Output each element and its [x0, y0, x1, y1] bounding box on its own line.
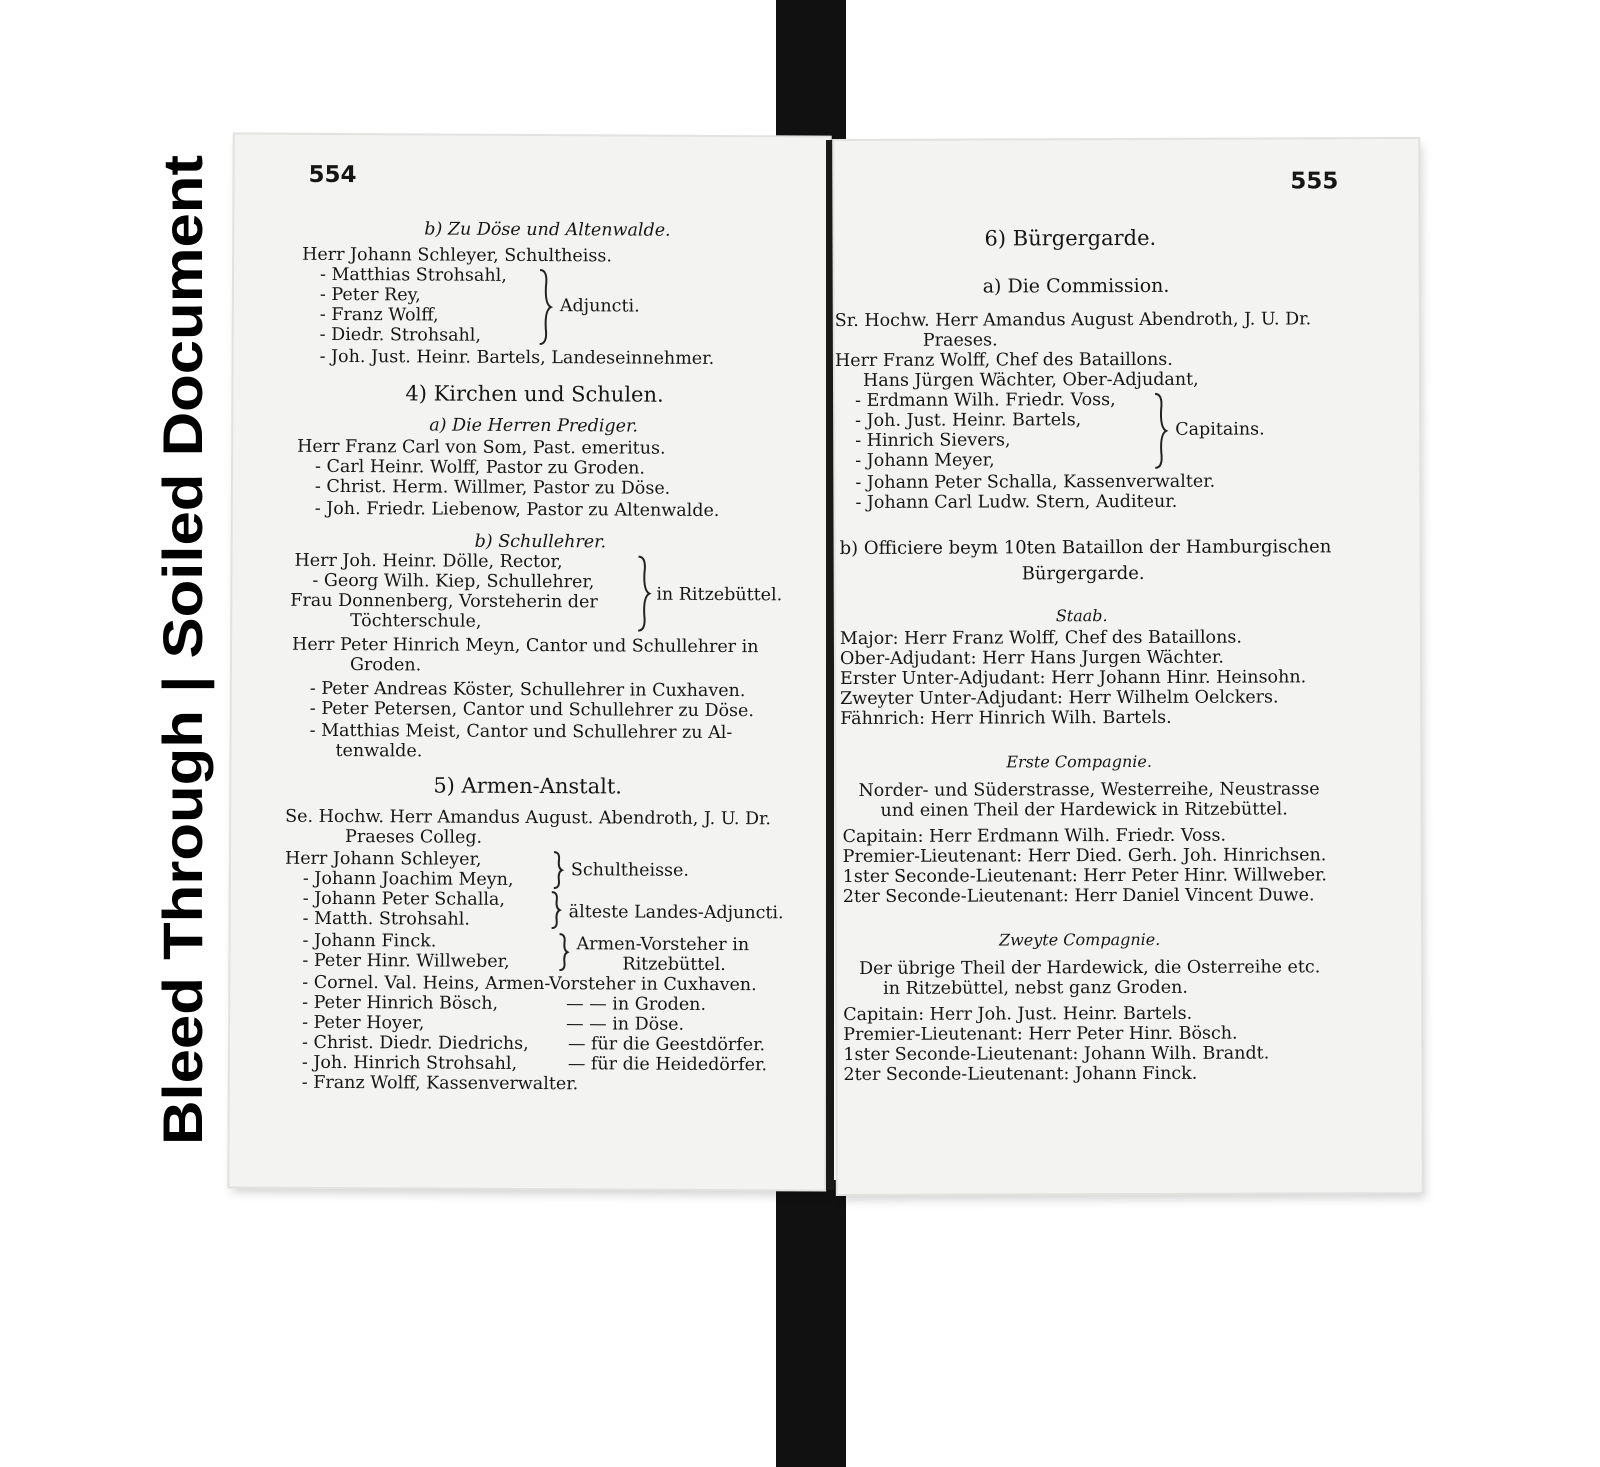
stamp-label: Bleed Through | Soiled Document — [151, 245, 214, 1145]
text-line: - Joh. Just. Heinr. Bartels, Landeseinnehmer. — [319, 346, 715, 369]
brace-icon — [536, 268, 554, 346]
text-line: - Erdmann Wilh. Friedr. Voss, — [855, 390, 1116, 411]
stamp-graphic — [150, 140, 220, 1160]
text-line: - Johann Carl Ludw. Stern, Auditeur. — [855, 491, 1178, 513]
page-number: 555 — [1290, 168, 1339, 195]
text-line: Capitain: Herr Joh. Just. Heinr. Bartels. — [843, 1003, 1193, 1025]
subheading: Staab. — [1055, 606, 1108, 626]
text-line: - Peter Andreas Köster, Schullehrer in Cuxhaven. — [309, 678, 746, 702]
text-line: 2ter Seconde-Lieutenant: Herr Daniel Vincent Duwe. — [842, 885, 1315, 907]
text-line: Erster Unter-Adjudant: Herr Johann Hinr. Heinsohn. — [840, 667, 1307, 690]
text-line: Capitains. — [1175, 419, 1265, 440]
heading-b: b) Zu Döse und Altenwalde. — [424, 219, 671, 241]
text-line: — für die Heidedörfer. — [567, 1054, 768, 1076]
brace-icon — [1151, 392, 1169, 470]
text-line: Töchterschule, — [350, 611, 482, 632]
text-line: - Franz Wolff, — [319, 304, 439, 326]
text-line: Ober-Adjudant: Herr Hans Jurgen Wächter. — [839, 647, 1224, 670]
brace-icon — [556, 932, 570, 972]
scanner-clip-bottom — [776, 1180, 846, 1467]
text-line: tenwalde. — [335, 740, 423, 762]
left-page — [229, 134, 830, 1189]
text-line: - Johann Joachim Meyn, — [302, 868, 514, 890]
scanner-clip-top — [776, 0, 846, 146]
section-heading: 5) Armen-Anstalt. — [433, 773, 623, 799]
text-line: - Christ. Herm. Willmer, Pastor zu Döse. — [314, 476, 671, 499]
text-line: Herr Johann Schleyer, — [284, 848, 482, 870]
text-line: - Peter Rey, — [319, 284, 421, 306]
right-page — [834, 139, 1422, 1194]
text-line: Fähnrich: Herr Hinrich Wilh. Bartels. — [840, 707, 1172, 730]
brace-icon — [634, 555, 652, 633]
text-line: - Joh. Friedr. Liebenow, Pastor zu Altenwalde. — [314, 498, 720, 521]
text-line: Herr Johann Schleyer, Schultheiss. — [302, 244, 612, 267]
text-line: - Carl Heinr. Wolff, Pastor zu Groden. — [314, 456, 646, 479]
text-line: - Peter Hinr. Willweber, — [302, 950, 510, 972]
text-line: - Peter Hoyer, — [302, 1012, 425, 1034]
brace-icon — [549, 890, 563, 930]
page-number: 554 — [308, 161, 357, 189]
text-line: Herr Peter Hinrich Meyn, Cantor und Schullehrer in — [292, 634, 759, 658]
text-line: älteste Landes-Adjuncti. — [568, 902, 784, 924]
text-line: Praeses. — [922, 330, 998, 351]
text-line: und einen Theil der Hardewick in Ritzebüttel. — [880, 799, 1288, 821]
subheading: b) Officiere beym 10ten Bataillon der Hamburgischen — [839, 536, 1332, 560]
text-line: Sr. Hochw. Herr Amandus August Abendroth, J. U. Dr. — [834, 309, 1312, 332]
text-line: - Johann Meyer, — [855, 450, 995, 471]
text-line: Capitain: Herr Erdmann Wilh. Friedr. Voss. — [842, 825, 1227, 847]
text-line: Premier-Lieutenant: Herr Peter Hinr. Bösch. — [843, 1023, 1238, 1045]
book-gutter — [826, 140, 834, 1190]
text-line: Se. Hochw. Herr Amandus August. Abendroth, J. U. Dr. — [285, 806, 772, 830]
brace-icon — [551, 850, 565, 890]
text-line: Herr Franz Carl von Som, Past. emeritus. — [297, 436, 666, 459]
text-line: in Ritzebüttel, nebst ganz Groden. — [883, 977, 1188, 999]
text-line: - Christ. Diedr. Diedrichs, — [301, 1032, 529, 1055]
text-line: - Diedr. Strohsahl, — [319, 324, 482, 346]
right-page-content — [834, 139, 1422, 1194]
section-heading: 4) Kirchen und Schulen. — [405, 381, 664, 407]
text-line: - Joh. Hinrich Strohsahl, — [301, 1052, 518, 1074]
text-line: - Peter Hinrich Bösch, — [302, 992, 499, 1014]
left-page-content — [229, 134, 830, 1189]
text-line: Major: Herr Franz Wolff, Chef des Bataillons. — [839, 627, 1242, 650]
text-line: Premier-Lieutenant: Herr Died. Gerh. Joh. Hinrichsen. — [842, 845, 1327, 867]
subheading: a) Die Commission. — [982, 274, 1170, 298]
text-line: - Georg Wilh. Kiep, Schullehrer, — [312, 570, 595, 593]
text-line: Herr Joh. Heinr. Dölle, Rector, — [294, 550, 563, 573]
text-line: Herr Franz Wolff, Chef des Bataillons. — [834, 349, 1173, 372]
text-line: 1ster Seconde-Lieutenant: Johann Wilh. Brandt. — [843, 1043, 1270, 1065]
text-line: Norder- und Süderstrasse, Westerreihe, Neustrasse — [858, 779, 1320, 801]
text-line: — — in Döse. — [566, 1014, 685, 1035]
text-line: - Cornel. Val. Heins, Armen-Vorsteher in Cuxhaven. — [302, 972, 757, 996]
text-line: Der übrige Theil der Hardewick, die Osterreihe etc. — [859, 957, 1321, 979]
text-line: Schultheisse. — [570, 860, 690, 881]
text-line: Groden. — [349, 655, 422, 676]
text-line: - Matth. Strohsahl. — [302, 908, 471, 930]
soiled-document-stamp — [150, 140, 220, 1160]
subheading: b) Schullehrer. — [474, 531, 607, 553]
subheading: Erste Compagnie. — [1006, 751, 1152, 772]
subheading: Zweyte Compagnie. — [998, 929, 1161, 950]
text-line: - Peter Petersen, Cantor und Schullehrer zu Döse. — [309, 698, 755, 722]
text-line: - Johann Finck. — [302, 930, 437, 952]
text-line: Armen-Vorsteher in — [576, 934, 750, 956]
subheading: Bürgergarde. — [1021, 562, 1145, 585]
text-line: Zweyter Unter-Adjudant: Herr Wilhelm Oelckers. — [840, 687, 1279, 710]
text-line: — — in Groden. — [566, 994, 707, 1015]
section-heading: 6) Bürgergarde. — [984, 225, 1157, 251]
text-line: - Johann Peter Schalla, — [302, 888, 505, 910]
text-line: — für die Geestdörfer. — [567, 1034, 766, 1056]
text-line: Adjuncti. — [559, 296, 640, 317]
text-line: 2ter Seconde-Lieutenant: Johann Finck. — [843, 1063, 1198, 1085]
text-line: - Franz Wolff, Kassenverwalter. — [301, 1072, 579, 1095]
text-line: in Ritzebüttel. — [656, 584, 783, 606]
text-line: Frau Donnenberg, Vorsteherin der — [290, 590, 598, 613]
text-line: Ritzebüttel. — [622, 954, 726, 976]
text-line: Praeses Colleg. — [345, 827, 483, 848]
text-line: - Matthias Strohsahl, — [319, 264, 507, 286]
text-line: - Matthias Meist, Cantor und Schullehrer zu Al- — [309, 720, 733, 744]
text-line: - Johann Peter Schalla, Kassenverwalter. — [855, 471, 1216, 493]
subheading: a) Die Herren Prediger. — [429, 415, 639, 437]
text-line: 1ster Seconde-Lieutenant: Herr Peter Hinr. Willweber. — [842, 865, 1327, 887]
text-line: - Hinrich Sievers, — [855, 430, 1011, 451]
text-line: - Joh. Just. Heinr. Bartels, — [855, 410, 1082, 431]
text-line: Hans Jürgen Wächter, Ober-Adjudant, — [862, 369, 1199, 391]
